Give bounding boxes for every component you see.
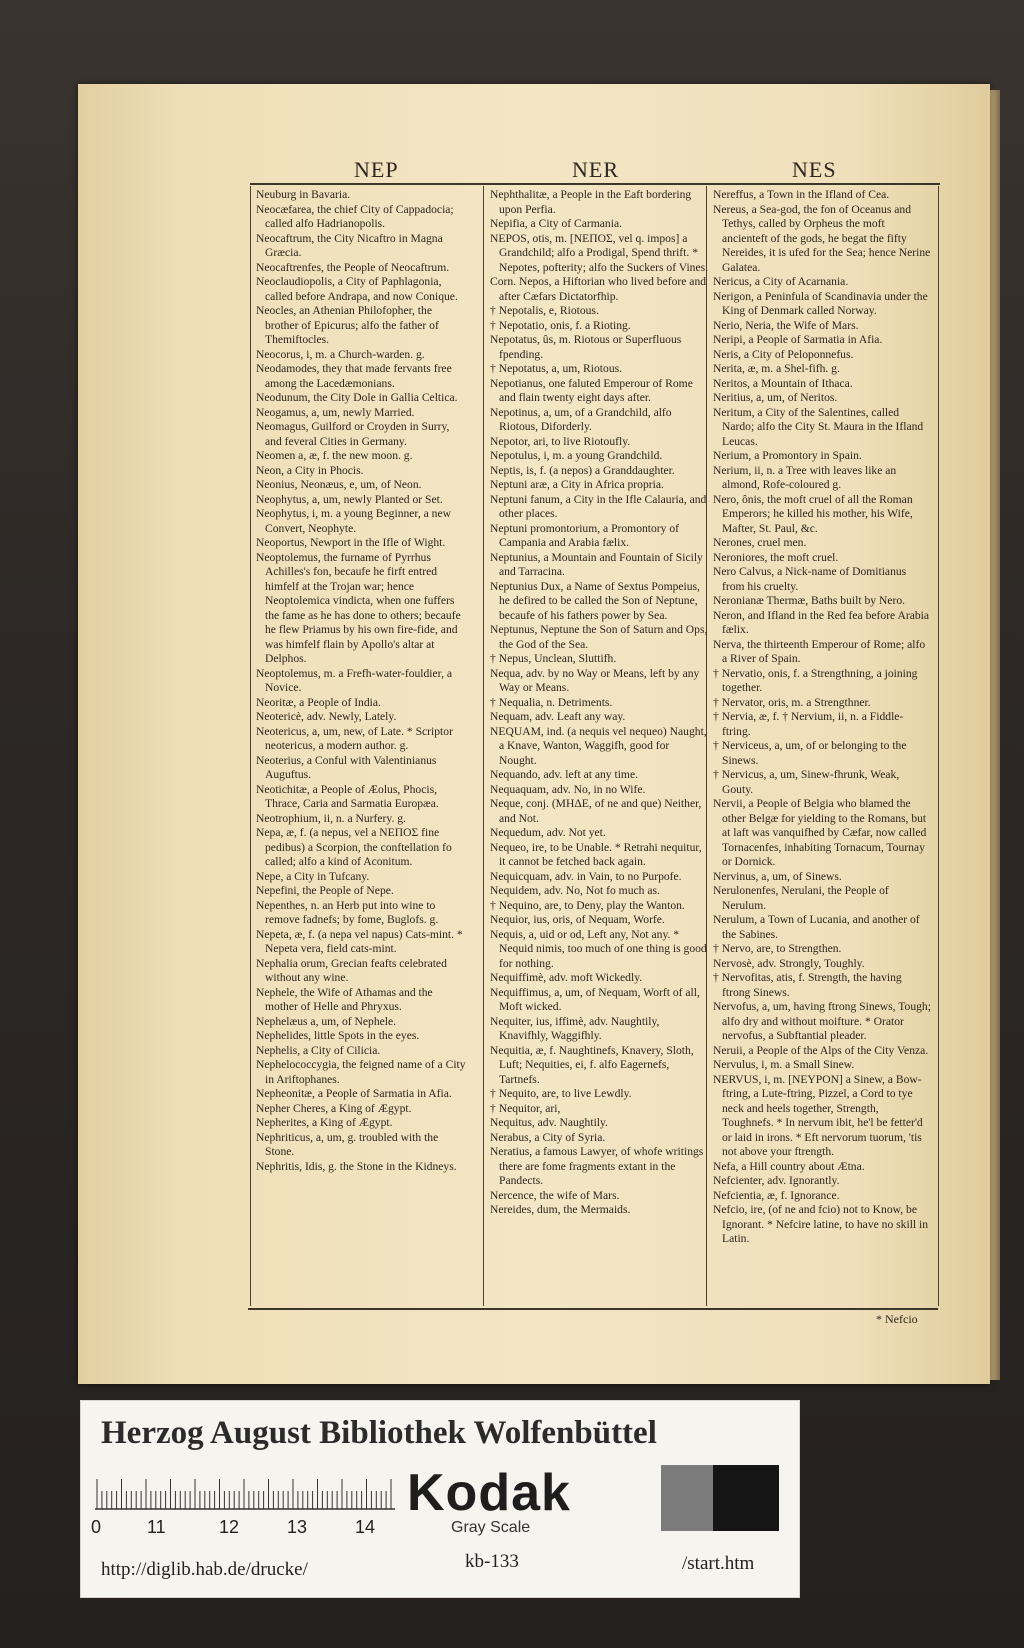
dictionary-entry: Nephelis, a City of Cilicia.	[256, 1043, 381, 1057]
dictionary-entry: Nephriticus, a, um, g. troubled with the Stone.	[256, 1130, 439, 1158]
dictionary-entry: Nerulonenfes, Nerulani, the People of Nerulum.	[713, 884, 889, 912]
dictionary-entry: Neocaftrenfes, the People of Neocaftrum.	[256, 260, 450, 274]
catchword: * Nefcio	[876, 1312, 918, 1326]
dictionary-entry: Neritos, a Mountain of Ithaca.	[713, 376, 853, 390]
dictionary-entry: † Nequito, are, to live Lewdly.	[490, 1087, 632, 1100]
dictionary-entry: Nequedum, adv. Not yet.	[490, 826, 606, 839]
dictionary-entry: Neruii, a People of the Alps of the City Venza.	[713, 1043, 929, 1057]
running-head-mid: NER	[572, 157, 619, 182]
running-head-left: NEP	[354, 157, 399, 182]
right-border	[938, 186, 939, 1306]
dictionary-entry: Nequiffimè, adv. moft Wickedly.	[490, 971, 643, 984]
dictionary-entry: Neoritæ, a People of India.	[256, 695, 381, 709]
dictionary-entry: Neoclaudiopolis, a City of Paphlagonia, called before Andrapa, and now Conique.	[256, 275, 458, 303]
dictionary-entry: Nephele, the Wife of Athamas and the mother of Helle and Phryxus.	[256, 985, 433, 1013]
bottom-rule	[248, 1308, 938, 1310]
scale-number: 11	[147, 1517, 166, 1537]
dictionary-entry: NEQUAM, ind. (a nequis vel nequeo) Naught, a Knave, Wanton, Waggifh, good for Nought.	[490, 724, 707, 767]
dictionary-entry: † Nequino, are, to Deny, play the Wanton.	[490, 898, 685, 912]
dictionary-entry: Nero Calvus, a Nick-name of Domitianus from his cruelty.	[713, 565, 907, 593]
dictionary-entry: Nephalia orum, Grecian feafts celebrated without any wine.	[256, 956, 447, 984]
dictionary-entry: Neoptolemus, the furname of Pyrrhus Achilles's fon, becaufe he firft entred himfelf at the Trojan war; hence Neoptolemica vindicta, when one fuffers the fame as he has done to others; becaufe he flew Priamus by his own fire-fide, and was himfelf flain by Apollo's altar at Delphos.	[256, 550, 461, 665]
dictionary-entry: Nepheonitæ, a People of Sarmatia in Afia.	[256, 1087, 452, 1100]
dictionary-entry: Neodamodes, they that made fervants free among the Lacedæmonians.	[256, 362, 452, 390]
dictionary-entry: † Nepus, Unclean, Sluttifh.	[490, 652, 617, 665]
dictionary-entry: Neronianæ Thermæ, Baths built by Nero.	[713, 594, 906, 607]
dictionary-entry: Nequidem, adv. No, Not fo much as.	[490, 884, 660, 897]
dictionary-entry: Nerones, cruel men.	[713, 536, 807, 549]
dictionary-entry: Neophytus, a, um, newly Planted or Set.	[256, 492, 443, 506]
kodak-logo: Kodak	[407, 1464, 571, 1522]
target-card	[80, 1400, 800, 1598]
dictionary-entry: Nero, ônis, the moft cruel of all the Roman Emperors; he killed his mother, his Wife, Mafter, St. Paul, &c.	[713, 492, 913, 535]
dictionary-entry: Nereffus, a Town in the Ifland of Cea.	[713, 188, 890, 201]
dictionary-entry: Nephelæus a, um, of Nephele.	[256, 1014, 397, 1028]
dictionary-entry: † Nervofitas, atis, f. Strength, the having ftrong Sinews.	[713, 971, 902, 999]
dictionary-entry: Nereides, dum, the Mermaids.	[490, 1203, 631, 1216]
dictionary-entry: Nerulum, a Town of Lucania, and another of the Sabines.	[713, 913, 920, 941]
dictionary-entry: Corn. Nepos, a Hiftorian who lived before and after Cæfars Dictatorfhip.	[490, 275, 707, 303]
dictionary-entry: Neomen a, æ, f. the new moon. g.	[256, 449, 413, 462]
dictionary-entry: Nequior, ius, oris, of Nequam, Worfe.	[490, 913, 665, 926]
dictionary-entry: Neptuni fanum, a City in the Ifle Calauria, and other places.	[490, 492, 707, 520]
url-id: kb-133	[465, 1551, 519, 1572]
dictionary-entry: Neotericus, a, um, new, of Late. * Scriptor neotericus, a modern author. g.	[256, 724, 453, 752]
dictionary-entry: Neoterius, a Conful with Valentinianus Auguftus.	[256, 753, 437, 781]
dictionary-entry: † Nepotatio, onis, f. a Rioting.	[490, 318, 631, 332]
dictionary-entry: Neoptolemus, m. a Frefh-water-fouldier, a Novice.	[256, 666, 453, 694]
dictionary-entry: Neripi, a People of Sarmatia in Afia.	[713, 333, 883, 346]
dictionary-entry: Neris, a City of Peloponnefus.	[713, 347, 854, 361]
dictionary-entry: Nepotor, ari, to live Riotoufly.	[490, 434, 631, 448]
dictionary-entry: Neuburg in Bavaria.	[256, 188, 351, 201]
dictionary-entry: Nerio, Neria, the Wife of Mars.	[713, 318, 859, 332]
dictionary-entry: Nerva, the thirteenth Emperour of Rome; alfo a River of Spain.	[713, 637, 926, 665]
dictionary-entry: NEPOS, otis, m. [ΝΕΠΟΣ, vel q. impos] a Grandchild; alfo a Prodigal, Spend thrift. * Nepotes, pofterity; alfo the Suckers of Vines.	[490, 231, 709, 274]
dictionary-entry: Nepotatus, ûs, m. Riotous or Superfluous fpending.	[490, 333, 682, 361]
scale-number: 0	[91, 1517, 102, 1537]
dictionary-entry: Nequitia, æ, f. Naughtinefs, Knavery, Sloth, Luft; Nequities, ei, f. alfo Eagernefs, Tartnefs.	[490, 1043, 694, 1086]
dictionary-entry: Neomagus, Guilford or Croyden in Surry, and feveral Cities in Germany.	[256, 420, 450, 448]
dictionary-entry: † Nervatio, onis, f. a Strengthning, a joining together.	[713, 666, 918, 694]
left-border	[250, 186, 251, 1306]
dictionary-entry: Nephelides, little Spots in the eyes.	[256, 1029, 420, 1042]
dictionary-column-1	[256, 188, 468, 1174]
url-left: http://diglib.hab.de/drucke/	[101, 1559, 308, 1580]
dictionary-column-3	[713, 188, 931, 1247]
dictionary-entry: Nepeta, æ, f. (a nepa vel napus) Cats-mint. * Nepeta vera, field cats-mint.	[256, 927, 463, 955]
dictionary-entry: Nercence, the wife of Mars.	[490, 1188, 620, 1202]
dictionary-entry: Nervosè, adv. Strongly, Toughly.	[713, 956, 865, 970]
dictionary-entry: Nefcientia, æ, f. Ignorance.	[713, 1188, 840, 1202]
dictionary-entry: Nepa, æ, f. (a nepus, vel a ΝΕΠΟΣ fine pedibus) a Scorpion, the conftellation fo called; alfo a kind of Aconitum.	[256, 826, 452, 868]
dictionary-entry: Neroniores, the moft cruel.	[713, 550, 839, 564]
dictionary-entry: † Nervia, æ, f. † Nervium, ii, n. a Fiddle-ftring.	[713, 710, 904, 738]
gray-patch-mid	[661, 1465, 713, 1531]
dictionary-column-2	[490, 188, 708, 1218]
dictionary-entry: Nervulus, i, m. a Small Sinew.	[713, 1058, 855, 1071]
dictionary-entry: Nerium, ii, n. a Tree with leaves like an almond, Rofe-coloured g.	[713, 463, 897, 491]
dictionary-entry: Neocorus, i, m. a Church-warden. g.	[256, 347, 425, 361]
dictionary-entry: Nequitus, adv. Naughtily.	[490, 1116, 608, 1129]
dictionary-entry: Neocaftrum, the City Nicaftro in Magna Græcia.	[256, 231, 443, 259]
dictionary-entry: Neron, and Ifland in the Red fea before Arabia fælix.	[713, 608, 930, 636]
dictionary-entry: Nerigon, a Peninfula of Scandinavia under the King of Denmark called Norway.	[713, 289, 928, 317]
dictionary-entry: Neotrophium, ii, n. a Nurfery. g.	[256, 811, 406, 825]
dictionary-entry: Nepotianus, one faluted Emperour of Rome and flain twenty eight days after.	[490, 376, 693, 404]
dictionary-entry: Nepifia, a City of Carmania.	[490, 217, 622, 230]
dictionary-entry: Neoportus, Newport in the Ifle of Wight.	[256, 536, 446, 549]
dictionary-entry: Nepher Cheres, a King of Ægypt.	[256, 1101, 412, 1115]
dictionary-entry: † Nequalia, n. Detriments.	[490, 695, 613, 709]
dictionary-entry: Nepenthes, n. an Herb put into wine to remove fadnefs; by fome, Buglofs. g.	[256, 898, 439, 926]
url-right: /start.htm	[682, 1553, 755, 1574]
dictionary-entry: † Nervicus, a, um, Sinew-fhrunk, Weak, Gouty.	[713, 768, 900, 796]
dictionary-entry: Nefcio, ire, (of ne and fcio) not to Know, be Ignorant. * Nefcire latine, to have no skill in Latin.	[713, 1203, 929, 1245]
dictionary-entry: Neptunus, Neptune the Son of Saturn and Ops, the God of the Sea.	[490, 623, 708, 651]
ruler-scale	[95, 1471, 395, 1511]
dictionary-entry: Nerabus, a City of Syria.	[490, 1130, 606, 1144]
dictionary-entry: Neptunius Dux, a Name of Sextus Pompeius, he defired to be called the Son of Neptune, becaufe of his fathers power by Sea.	[490, 579, 700, 622]
dictionary-entry: Nephthalitæ, a People in the Eaft bordering upon Perfia.	[490, 188, 692, 216]
dictionary-entry: Neocles, an Athenian Philofopher, the brother of Epicurus; alfo the father of Themiftocles.	[256, 304, 439, 346]
dictionary-entry: Neque, conj. (ΜΗΔΕ, of ne and que) Neither, and Not.	[490, 797, 702, 825]
dictionary-entry: Neophytus, i, m. a young Beginner, a new Convert, Neophyte.	[256, 507, 451, 535]
dictionary-entry: Neptuni promontorium, a Promontory of Campania and Arabia fælix.	[490, 521, 680, 549]
running-head-right: NES	[792, 157, 837, 182]
dictionary-entry: Nequeo, ire, to be Unable. * Retrahi nequitur, it cannot be fetched back again.	[490, 840, 702, 868]
dictionary-entry: Nervofus, a, um, having ftrong Sinews, Tough; alfo dry and without moifture. * Orator nervofus, a Subftantial pleader.	[713, 1000, 931, 1042]
dictionary-entry: Neogamus, a, um, newly Married.	[256, 405, 415, 419]
scale-number: 14	[355, 1517, 376, 1537]
dictionary-entry: † Nepotatus, a, um, Riotous.	[490, 362, 623, 375]
dictionary-entry: Neritius, a, um, of Neritos.	[713, 391, 838, 404]
dictionary-entry: NERVUS, i, m. [ΝΕΥΡΟΝ] a Sinew, a Bow-ftring, a Lute-ftring, Pizzel, a Cord to tye neck and heels together, Strength, Toughnefs. * In nervum ibit, he'l be fetter'd or laid in irons. * Eft nervorum tuorum, 'tis not above your ftrength.	[713, 1072, 923, 1158]
grayscale-label: Gray Scale	[451, 1519, 531, 1536]
dictionary-entry: Nericus, a City of Acarnania.	[713, 275, 849, 288]
column-divider	[483, 186, 484, 1306]
dictionary-entry: Neotichitæ, a People of Æolus, Phocis, Thrace, Caria and Sarmatia Europæa.	[256, 782, 439, 810]
gray-patch-dark	[713, 1465, 779, 1531]
dictionary-entry: Nepe, a City in Tufcany.	[256, 869, 370, 883]
dictionary-entry: Nervinus, a, um, of Sinews.	[713, 869, 842, 883]
dictionary-entry: † Nervo, are, to Strengthen.	[713, 942, 842, 955]
dictionary-entry: Nerita, æ, m. a Shel-fifh. g.	[713, 362, 840, 375]
scale-number: 13	[287, 1517, 308, 1537]
dictionary-entry: Neratius, a famous Lawyer, of whofe writings there are fome fragments extant in the Pandects.	[490, 1145, 704, 1187]
dictionary-entry: Nepotulus, i, m. a young Grandchild.	[490, 449, 663, 462]
dictionary-entry: Neritum, a City of the Salentines, called Nardo; alfo the City St. Maura in the Ifland Leucas.	[713, 405, 924, 448]
dictionary-entry: Nequando, adv. left at any time.	[490, 768, 638, 781]
dictionary-entry: † Nepotalis, e, Riotous.	[490, 304, 599, 317]
dictionary-entry: Nequiffimus, a, um, of Nequam, Worft of all, Moft wicked.	[490, 985, 700, 1013]
dictionary-entry: Nequam, adv. Leaft any way.	[490, 710, 626, 723]
dictionary-entry: Nervii, a People of Belgia who blamed the other Belgæ for yielding to the Romans, but at laft was vanquifhed by Cæfar, now called Tornacenfes, inhabiting Tornacum, Tournay or Dornick.	[713, 797, 927, 868]
dictionary-entry: Nepotinus, a, um, of a Grandchild, alfo Riotous, Diforderly.	[490, 405, 672, 433]
dictionary-entry: Neotericè, adv. Newly, Lately.	[256, 710, 397, 723]
dictionary-entry: Nequiter, ius, iffimè, adv. Naughtily, Knavifhly, Waggifhly.	[490, 1014, 660, 1042]
dictionary-entry: Nequis, a, uid or od, Left any, Not any. * Nequid nimis, too much of one thing is good for nothing.	[490, 927, 707, 970]
dictionary-entry: Nepefini, the People of Nepe.	[256, 884, 394, 897]
dictionary-entry: Neon, a City in Phocis.	[256, 463, 364, 477]
dictionary-entry: Nereus, a Sea-god, the fon of Oceanus and Tethys, called by Orpheus the moft ancienteft of the gods, he begat the fifty Nereides, it is ufed for the Sea; hence Nerine Galatea.	[713, 202, 931, 274]
dictionary-entry: Nefa, a Hill country about Ætna.	[713, 1159, 865, 1173]
dictionary-entry: † Nerviceus, a, um, of or belonging to the Sinews.	[713, 739, 907, 767]
dictionary-entry: Neonius, Neonæus, e, um, of Neon.	[256, 478, 422, 491]
dictionary-entry: Neptunius, a Mountain and Fountain of Sicily and Tarracina.	[490, 550, 703, 578]
dictionary-entry: Nequicquam, adv. in Vain, to no Purpofe.	[490, 869, 682, 883]
dictionary-entry: Nequaquam, adv. No, in no Wife.	[490, 782, 646, 796]
dictionary-entry: Nephritis, Idis, g. the Stone in the Kidneys.	[256, 1159, 457, 1173]
top-rule	[250, 183, 940, 185]
dictionary-entry: Neocæfarea, the chief City of Cappadocia; called alfo Hadrianopolis.	[256, 202, 454, 230]
dictionary-entry: Neodunum, the City Dole in Gallia Celtica.	[256, 391, 458, 404]
dictionary-entry: Nepherites, a King of Ægypt.	[256, 1116, 393, 1129]
dictionary-entry: Neptuni aræ, a City in Africa propria.	[490, 478, 664, 491]
dictionary-entry: Nerium, a Promontory in Spain.	[713, 449, 862, 462]
dictionary-entry: Nefcienter, adv. Ignorantly.	[713, 1174, 840, 1187]
dictionary-entry: † Nervator, oris, m. a Strengthner.	[713, 695, 871, 709]
library-title: Herzog August Bibliothek Wolfenbüttel	[101, 1415, 657, 1451]
scale-number: 12	[219, 1517, 240, 1537]
dictionary-entry: Nequa, adv. by no Way or Means, left by any Way or Means.	[490, 666, 700, 694]
dictionary-entry: † Nequitor, ari,	[490, 1101, 561, 1115]
dictionary-entry: Nephelococcygia, the feigned name of a City in Ariftophanes.	[256, 1058, 466, 1086]
dictionary-entry: Neptis, is, f. (a nepos) a Granddaughter.	[490, 463, 675, 477]
